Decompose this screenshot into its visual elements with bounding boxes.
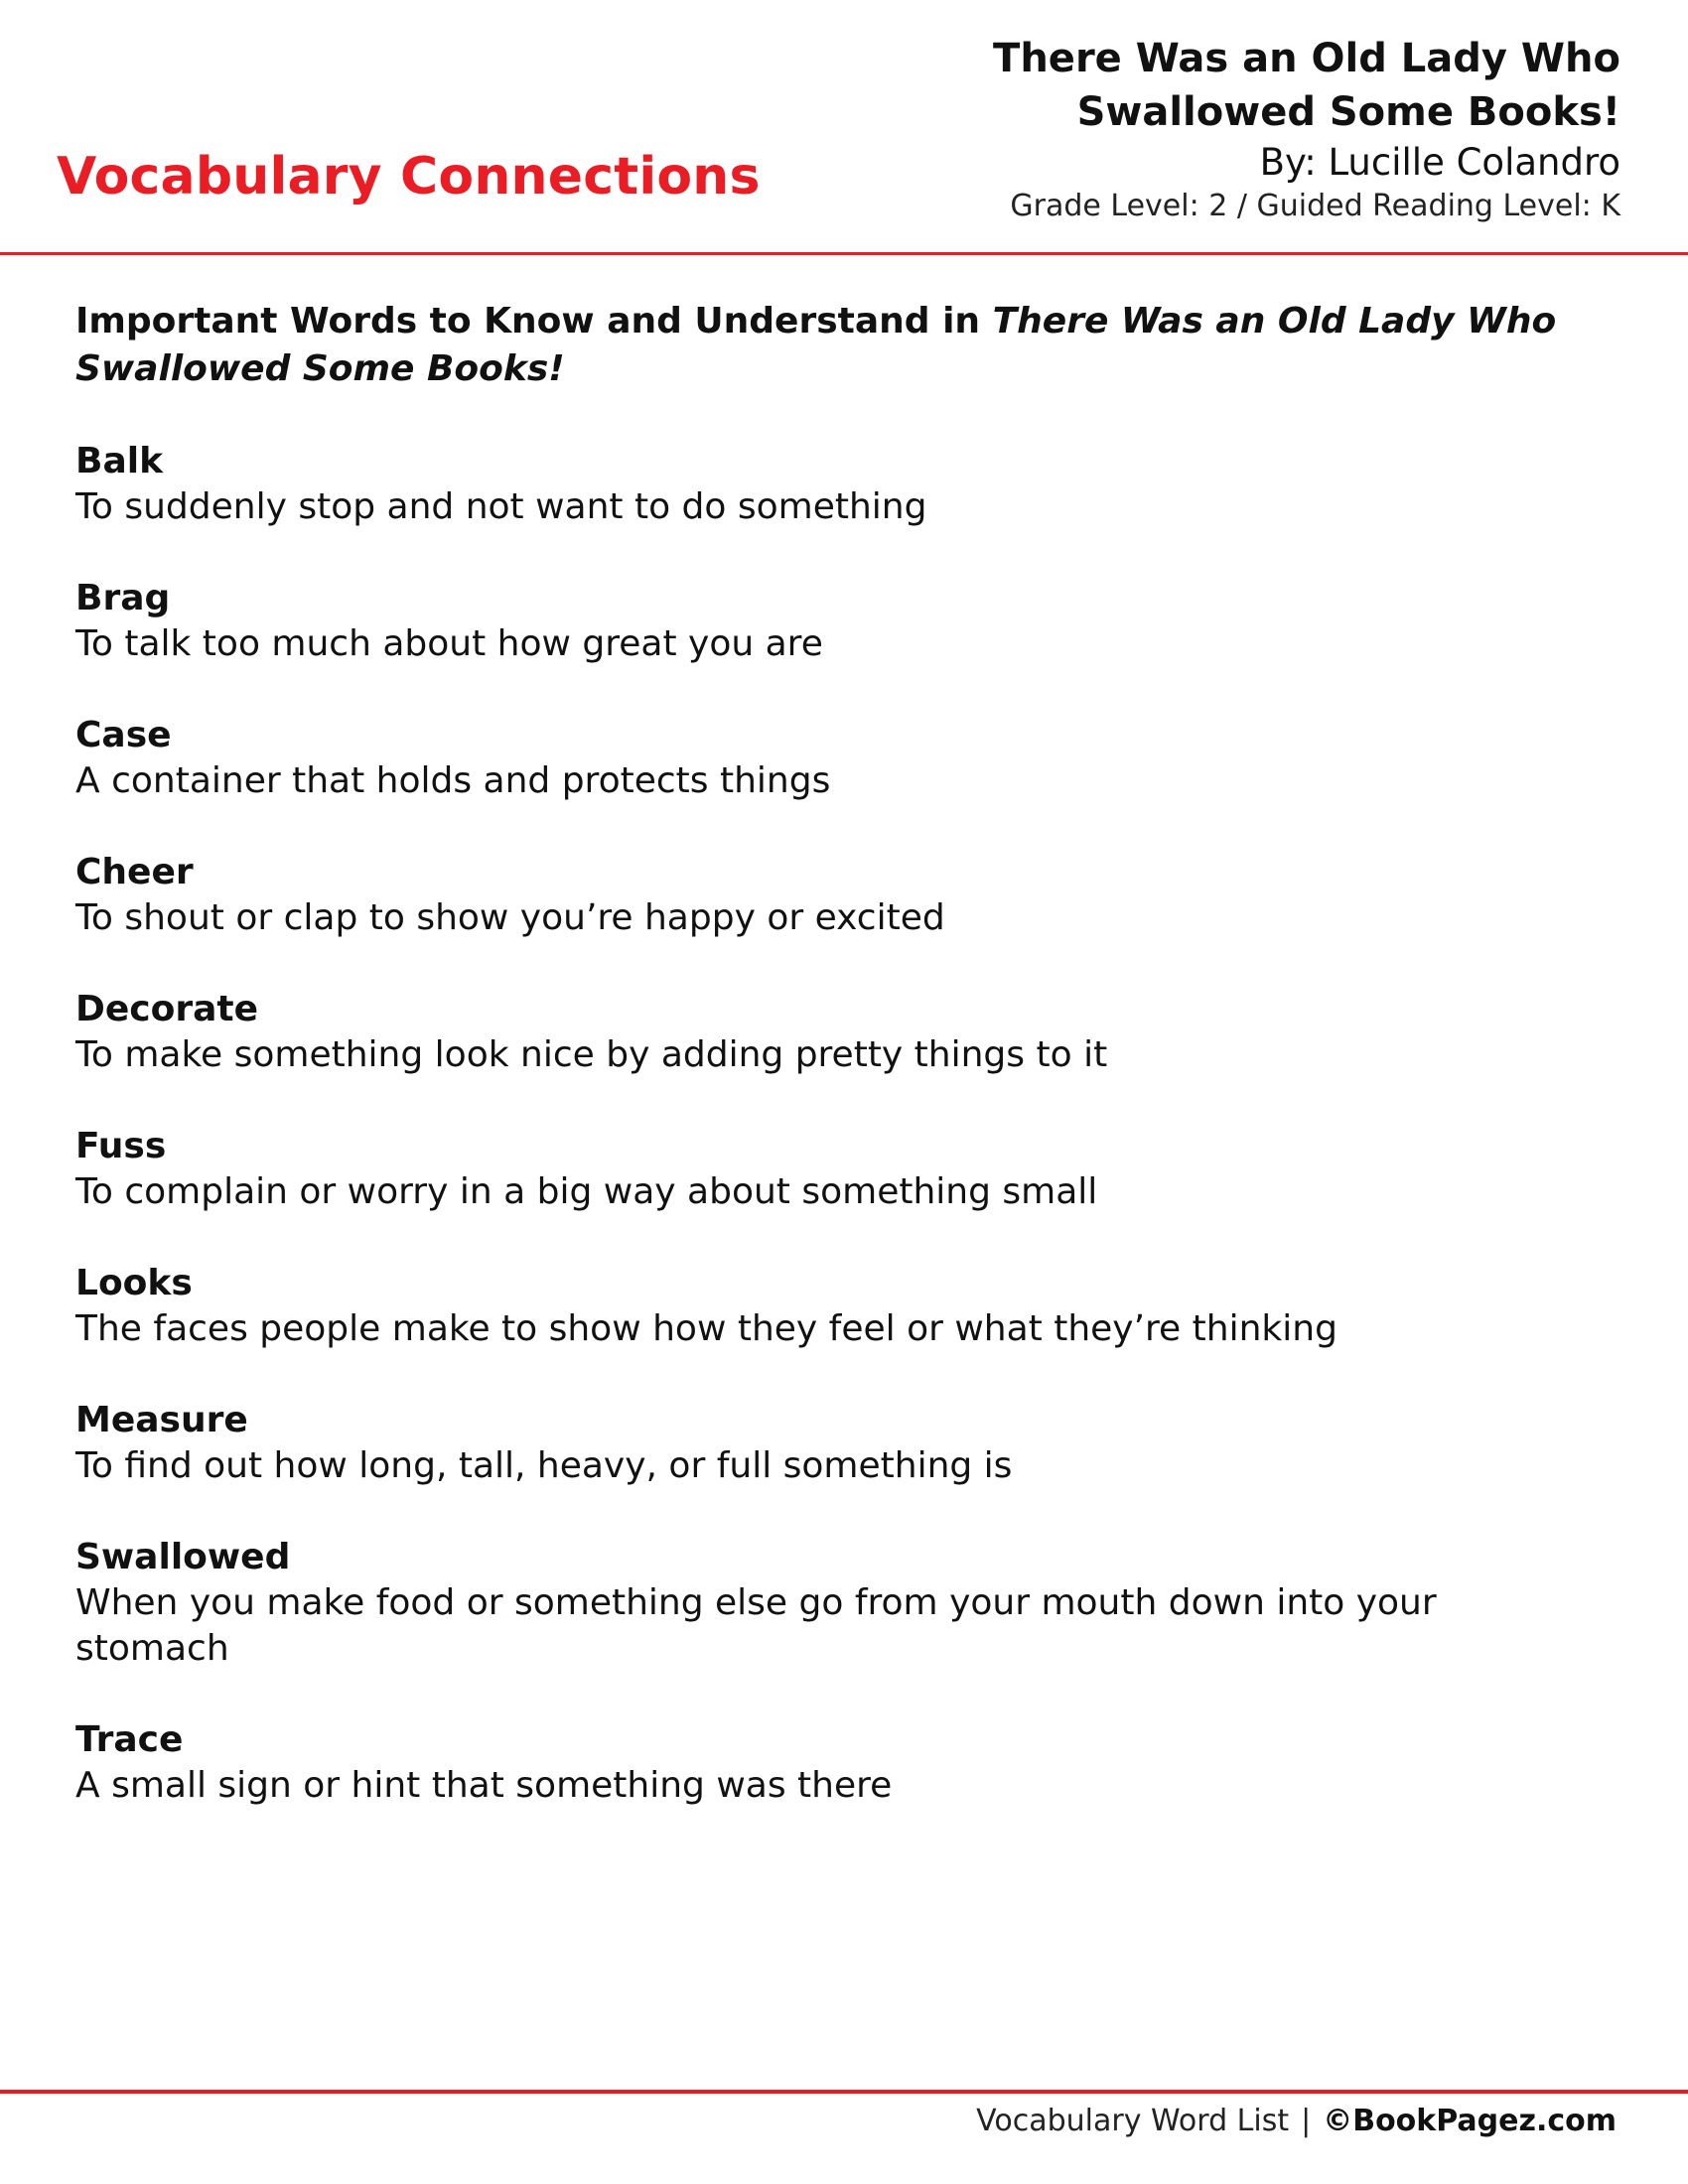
book-author: By: Lucille Colandro [1259, 141, 1620, 184]
vocab-term: Balk [75, 441, 164, 481]
vocab-definition: To complain or worry in a big way about something small [75, 1171, 1098, 1212]
intro-prefix: Important Words to Know and Understand in [75, 301, 993, 341]
vocab-definition: To suddenly stop and not want to do something [75, 486, 927, 527]
vocab-entry [75, 576, 1585, 667]
footer-label: Vocabulary Word List [976, 2104, 1290, 2138]
vocab-definition: To make something look nice by adding pretty things to it [75, 1034, 1108, 1075]
page-header [0, 0, 1688, 253]
vocab-entry [75, 1261, 1585, 1352]
vocab-entry [75, 987, 1585, 1078]
vocab-entry [75, 1124, 1585, 1215]
book-title-line-2: Swallowed Some Books! [1076, 89, 1620, 135]
vocab-entry [75, 1535, 1585, 1672]
header-divider [0, 252, 1688, 255]
vocab-term: Case [75, 715, 172, 755]
vocab-term: Fuss [75, 1126, 167, 1166]
vocab-definition: To talk too much about how great you are [75, 623, 823, 664]
vocab-term: Looks [75, 1263, 193, 1303]
vocab-term: Decorate [75, 989, 259, 1029]
vocab-definition: The faces people make to show how they feel or what they’re thinking [75, 1308, 1337, 1349]
vocab-entry [75, 1717, 1585, 1809]
vocab-definition: When you make food or something else go from your mouth down into your stomach [75, 1582, 1437, 1669]
footer-separator: | [1301, 2104, 1312, 2138]
vocab-entry [75, 1398, 1585, 1489]
page-footer [976, 2100, 1617, 2143]
vocab-definition: A small sign or hint that something was there [75, 1765, 893, 1806]
intro-book-title: There Was an Old Lady Who Swallowed Some Books! [75, 301, 1557, 389]
vocab-term: Measure [75, 1400, 248, 1440]
vocab-entry [75, 850, 1585, 941]
vocab-entry [75, 713, 1585, 804]
reading-level: Grade Level: 2 / Guided Reading Level: K [1010, 189, 1620, 223]
vocab-term: Swallowed [75, 1537, 291, 1577]
vocab-term: Brag [75, 578, 171, 618]
vocabulary-content [75, 298, 1585, 1854]
vocab-term: Trace [75, 1719, 184, 1760]
vocab-definition: To shout or clap to show you’re happy or excited [75, 897, 945, 938]
footer-brand: ©BookPagez.com [1323, 2104, 1617, 2138]
vocab-entry [75, 439, 1585, 530]
intro-heading [75, 298, 1585, 393]
footer-divider [0, 2090, 1688, 2094]
section-title: Vocabulary Connections [57, 147, 761, 206]
vocab-term: Cheer [75, 852, 194, 892]
book-title-line-1: There Was an Old Lady Who [993, 36, 1620, 81]
vocab-definition: A container that holds and protects things [75, 760, 831, 801]
book-info [806, 32, 1620, 226]
vocab-definition: To find out how long, tall, heavy, or full something is [75, 1445, 1013, 1486]
